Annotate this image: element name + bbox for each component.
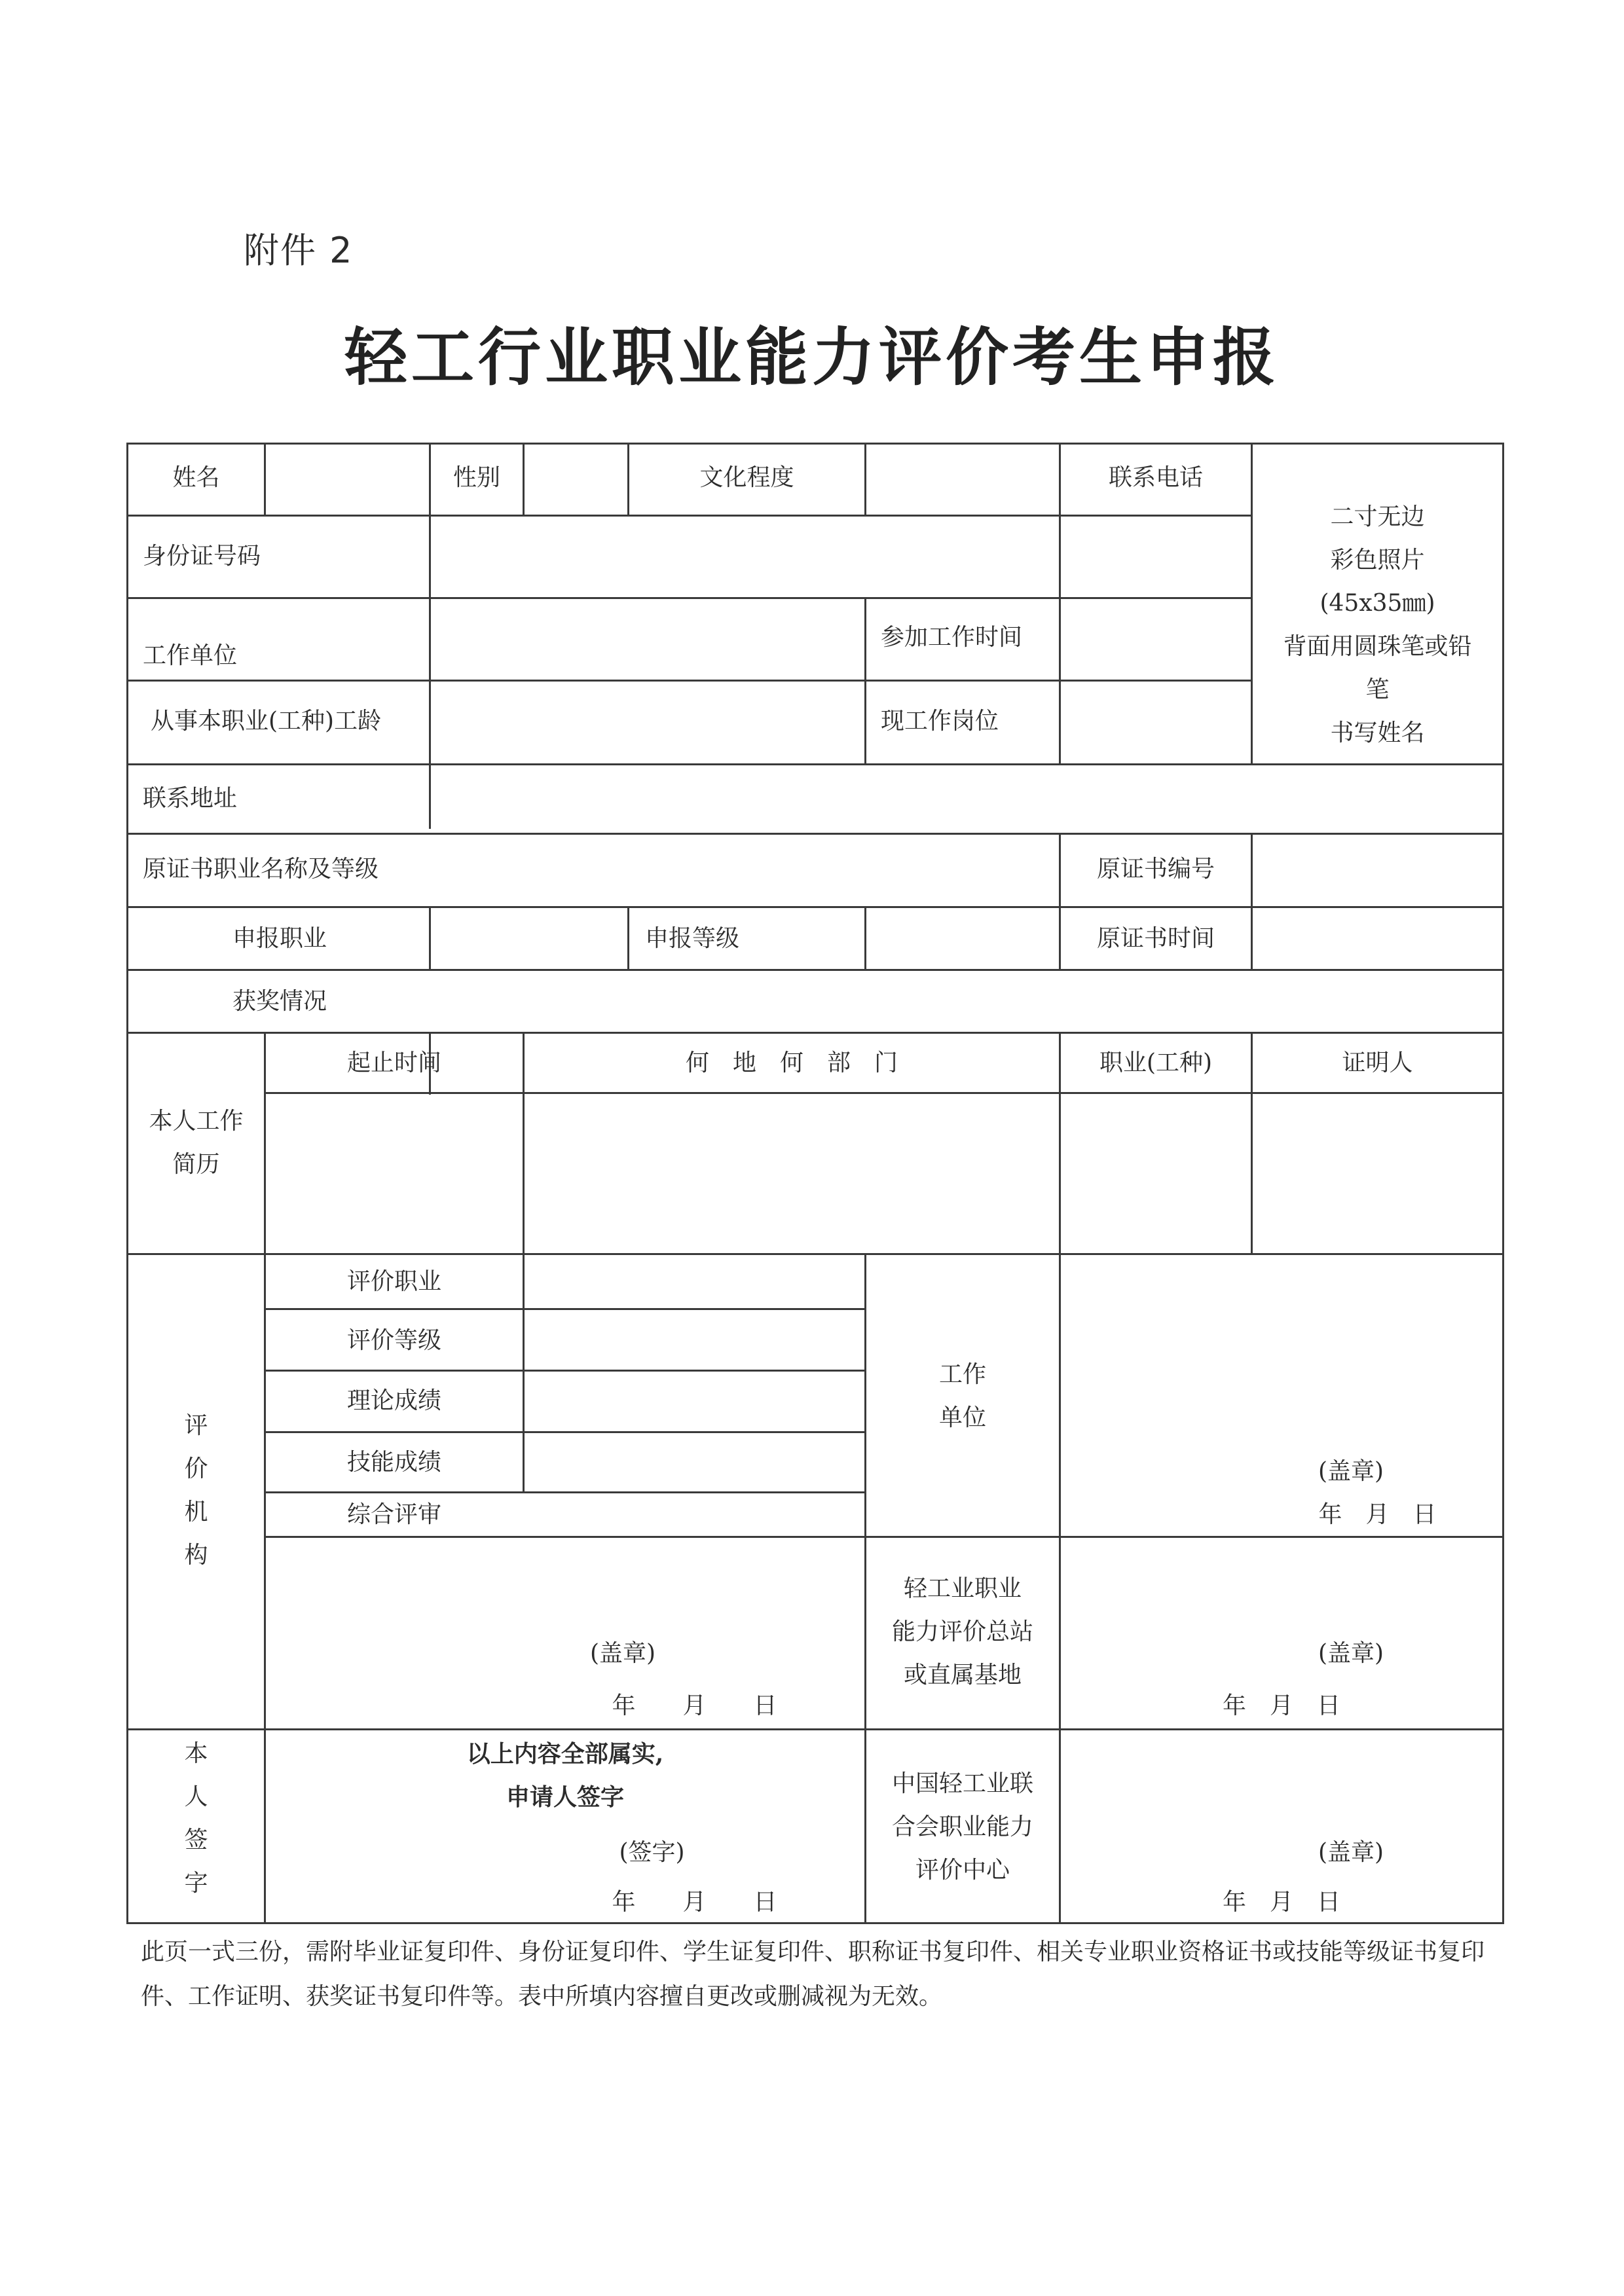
current-post-label: 现工作岗位 [881,708,999,735]
phone-label: 联系电话 [1108,464,1203,491]
work-unit-label: 工作 单位 [938,1361,986,1431]
photo-instruction: 二寸无边 [1330,503,1425,530]
education-field[interactable] [866,445,1059,515]
declaration-text: 以上内容全部属实, 申请人签字 [466,1740,664,1811]
apply-level-label: 申报等级 [645,925,740,952]
grid-line [627,906,629,969]
photo-instruction: 书写姓名 [1330,720,1425,746]
overall-review-field[interactable] [525,1493,864,1536]
sign-date: 年 月 日 [612,1889,777,1916]
apply-job-label: 申报职业 [232,925,327,952]
seniority-field[interactable] [431,682,864,763]
footer-note: 此页一式三份，需附毕业证复印件、身份证复印件、学生证复印件、职称证书复印件、相关专业职业资格证书或技能等级证书复印件、工作证明、获奖证书复印件等。表中所填内容擅自更改或删减视为无效。 [141,1939,1485,2010]
eval-level-field[interactable] [525,1310,864,1370]
grid-line [126,1922,1504,1924]
hq-label: 轻工业职业 能力评价总站 或直属基地 [891,1575,1033,1688]
employer-field[interactable] [431,599,864,680]
apply-job-field[interactable] [431,908,627,969]
grid-line [1502,443,1504,1924]
photo-instruction: 彩色照片 [1330,547,1425,574]
eval-level-label: 评价等级 [346,1327,441,1354]
orig-cert-time-label: 原证书时间 [1096,925,1215,952]
eval-org-date: 年 月 日 [612,1692,777,1719]
id-number-label: 身份证号码 [143,543,261,570]
orig-cert-name-field[interactable] [431,835,1059,906]
center-date: 年 月 日 [1222,1889,1340,1916]
resume-header-place: 何 地 何 部 门 [685,1049,898,1076]
overall-review-label: 综合评审 [346,1501,441,1528]
join-work-time-field[interactable] [1061,599,1251,680]
join-work-time-label: 参加工作时间 [881,624,1023,651]
orig-cert-name-label: 原证书职业名称及等级 [143,856,379,883]
resume-header-witness: 证明人 [1342,1049,1413,1076]
photo-box[interactable] [1253,496,1502,755]
resume-place-field[interactable] [525,1094,1059,1253]
sign-mark: (签字) [619,1839,685,1866]
grid-line [126,1032,1504,1034]
theory-score-label: 理论成绩 [346,1387,441,1414]
self-sign-label: 本 人 签 字 [184,1740,208,1897]
phone-field[interactable] [1061,517,1251,597]
gender-label: 性别 [452,464,500,491]
orig-cert-no-label: 原证书编号 [1096,856,1215,883]
eval-job-field[interactable] [525,1255,864,1308]
grid-line [264,1536,1504,1538]
grid-line [126,1728,1504,1730]
center-seal: (盖章) [1318,1839,1384,1866]
name-field[interactable] [266,445,429,515]
photo-instruction: 笔 [1365,676,1390,703]
resume-occupation-field[interactable] [1061,1094,1251,1253]
photo-instruction: 背面用圆珠笔或铅 [1283,633,1472,660]
employer-label: 工作单位 [143,642,238,669]
resume-witness-field[interactable] [1253,1094,1502,1253]
resume-header-occupation: 职业(工种) [1099,1049,1213,1076]
id-number-field[interactable] [431,517,1059,597]
skill-score-field[interactable] [525,1433,864,1491]
education-label: 文化程度 [699,464,794,491]
awards-field[interactable] [431,971,1502,1032]
work-unit-date: 年 月 日 [1318,1501,1437,1528]
awards-label: 获奖情况 [232,988,327,1015]
orig-cert-time-field[interactable] [1253,908,1502,969]
photo-instruction: (45x35㎜) [1320,590,1435,617]
resume-period-field[interactable] [266,1094,523,1253]
skill-score-label: 技能成绩 [346,1449,441,1476]
eval-job-label: 评价职业 [346,1268,441,1295]
apply-level-field[interactable] [866,908,1059,969]
resume-label: 本人工作 简历 [149,1108,244,1178]
center-label: 中国轻工业联 合会职业能力 评价中心 [891,1770,1033,1884]
grid-line [864,597,866,763]
address-field[interactable] [431,765,1502,833]
hq-seal: (盖章) [1318,1640,1384,1667]
gender-field[interactable] [525,445,627,515]
attachment-label: 附件 2 [244,230,354,271]
name-label: 姓名 [172,464,220,491]
current-post-field[interactable] [1061,682,1251,763]
hq-date: 年 月 日 [1222,1692,1340,1719]
eval-org-label: 评 价 机 构 [184,1412,208,1569]
orig-cert-no-field[interactable] [1253,835,1502,906]
seniority-label: 从事本职业(工种)工龄 [151,708,382,735]
page-title: 轻工行业职业能力评价考生申报 [344,321,1280,394]
resume-header-period: 起止时间 [346,1049,441,1076]
work-unit-seal: (盖章) [1318,1458,1384,1485]
eval-org-seal: (盖章) [589,1640,656,1667]
theory-score-field[interactable] [525,1372,864,1431]
address-label: 联系地址 [143,785,238,812]
